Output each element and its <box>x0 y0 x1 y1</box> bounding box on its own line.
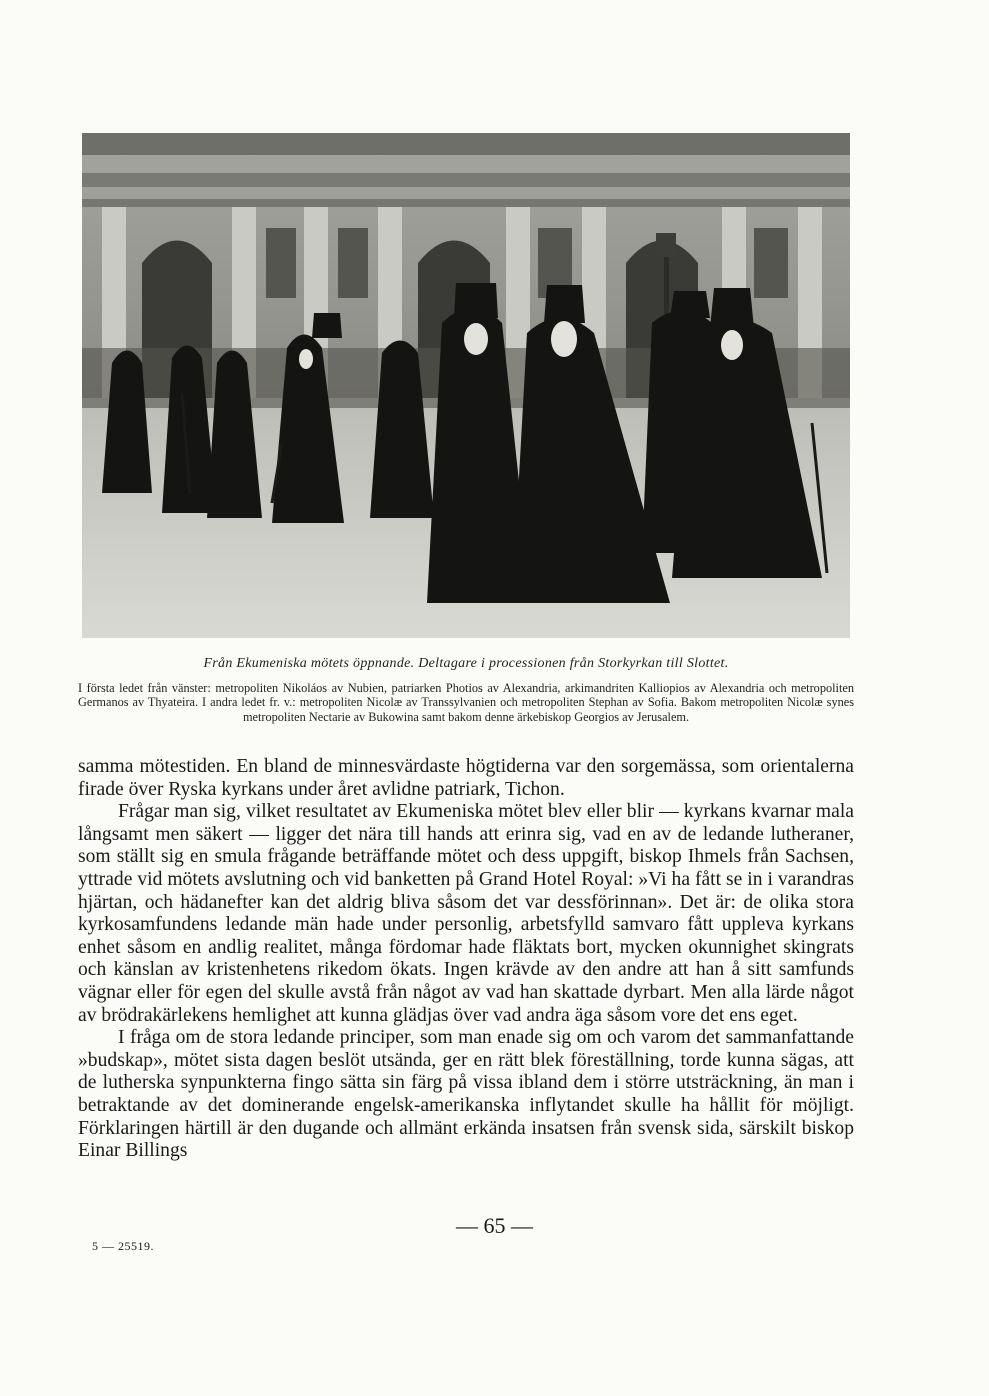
caption-body: I första ledet från vänster: metropoliten Nikoláos av Nubien, patriarken Photios av Alexandria, arkimandriten Kalliopios av Alexandria och metropoliten Germanos av Thyateira. I andra ledet fr. v.: metropoliten Nicolæ av Transsylvanien och metropoliten Stephan av Sofia. Bakom metropoliten Nicolæ synes metropoliten Nectarie av Bukowina samt bakom denne ärkebiskop Georgios av Jerusalem. <box>78 680 854 724</box>
body-text <box>78 756 854 1163</box>
body-paragraph-2: Frågar man sig, vilket resultatet av Ekumeniska mötet blev eller blir — kyrkans kvarnar mala långsamt men säkert — ligger det nära till hands att erinra sig, vad en av de ledande lutheraner, som ställt sig en smula frågande beträffande mötet och dess uppgift, biskop Ihmels från Sachsen, yttrade vid mötets avslutning och vid banketten på Grand Hotel Royal: »Vi ha fått se in i varandras hjärtan, och hädanefter kan det aldrig bliva såsom det var dessförinnan». Det är: de olika stora kyrkosamfundens ledande män hade under personlig, arbetsfylld samvaro fått uppleva kyrkans enhet såsom en andlig realitet, många fördomar hade fläktats bort, mycken okunnighet skingrats och känslan av kristenhetens rikedom ökats. Ingen krävde av den andre att han å sitt samfunds vägnar eller för egen del skulle avstå från något av vad han skattade dyrbart. Men alla lärde något av brödrakärlekens hemlighet att kunna glädjas över vad andra äga såsom vore det ens eget. <box>78 801 854 1026</box>
procession-illustration <box>82 133 850 638</box>
page-number: — 65 — <box>456 1213 533 1238</box>
procession-photo <box>82 133 850 638</box>
photo-caption <box>78 657 854 724</box>
body-paragraph-3: I fråga om de stora ledande principer, som man enade sig om och varom det sammanfattande »budskap», mötet sista dagen beslöt utsända, ger en rätt blek föreställning, torde kunna sägas, att de lutherska synpunkterna fingo sätta sin färg på vissa ibland dem i större utsträckning, än man i betraktande av det dominerande engelsk-amerikanska inflytandet skulle ha hållit för möjligt. Förklaringen härtill är den dugande och allmänt erkända insatsen från svensk sida, särskilt biskop Einar Billings <box>78 1027 854 1162</box>
print-signature: 5 — 25519. <box>92 1239 154 1253</box>
body-paragraph-1: samma mötestiden. En bland de minnesvärdaste högtiderna var den sorgemässa, som orientalerna firade över Ryska kyrkans under året avlidne patriark, Tichon. <box>78 756 854 800</box>
caption-title: Från Ekumeniska mötets öppnande. Deltagare i processionen från Storkyrkan till Slottet. <box>203 656 729 671</box>
